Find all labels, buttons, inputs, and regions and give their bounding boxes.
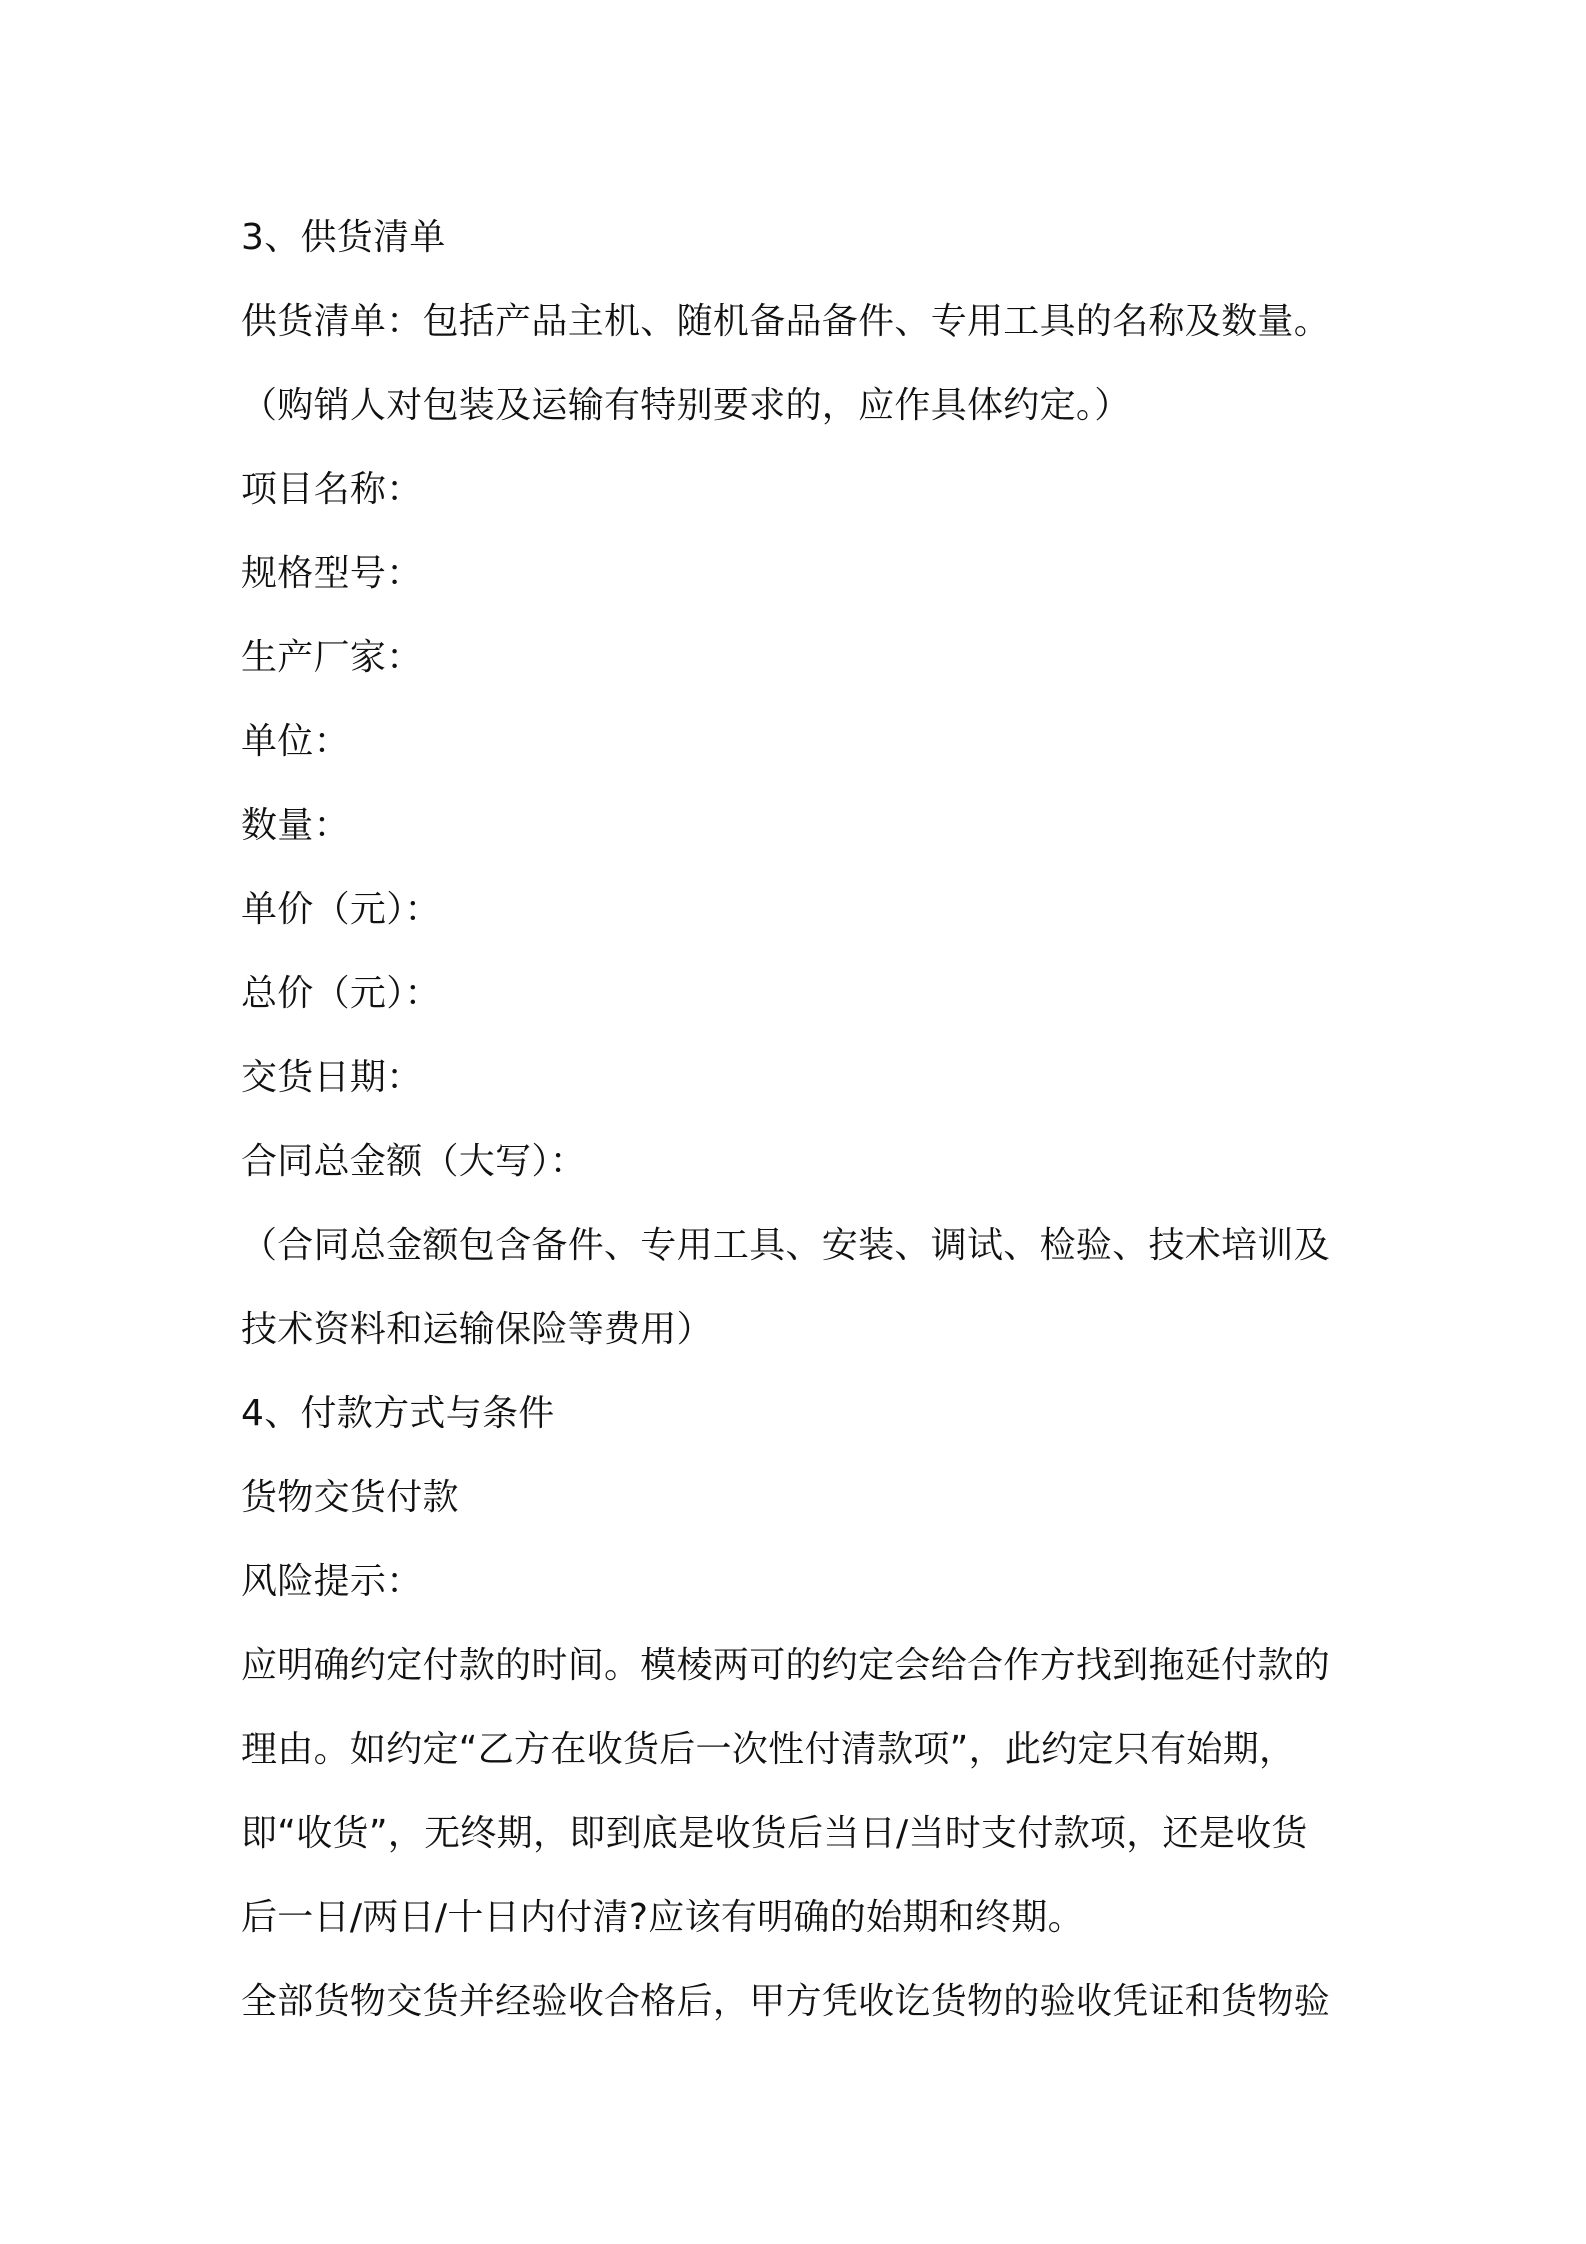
paragraph-line: 全部货物交货并经验收合格后，甲方凭收讫货物的验收凭证和货物验 xyxy=(241,1981,1331,2022)
section-heading-supply-list: 3、供货清单 xyxy=(241,217,446,258)
field-label-delivery-date: 交货日期： xyxy=(241,1057,423,1098)
paragraph-line: 理由。如约定“乙方在收货后一次性付清款项”，此约定只有始期， xyxy=(241,1729,1296,1770)
field-label-unit-price: 单价（元）： xyxy=(241,889,441,930)
field-label-quantity: 数量： xyxy=(241,805,350,846)
paragraph-line: 供货清单：包括产品主机、随机备品备件、专用工具的名称及数量。 xyxy=(241,301,1331,342)
risk-notice-label: 风险提示： xyxy=(241,1561,423,1602)
paragraph-line: 技术资料和运输保险等费用） xyxy=(241,1309,713,1350)
document-body xyxy=(241,196,1361,2044)
paragraph-line: 即“收货”，无终期，即到底是收货后当日/当时支付款项，还是收货 xyxy=(241,1813,1308,1854)
field-label-project-name: 项目名称： xyxy=(241,469,423,510)
field-label-manufacturer: 生产厂家： xyxy=(241,637,423,678)
paragraph-line: 应明确约定付款的时间。模棱两可的约定会给合作方找到拖延付款的 xyxy=(241,1645,1331,1686)
paragraph-line: （购销人对包装及运输有特别要求的，应作具体约定。） xyxy=(241,385,1131,426)
field-label-spec-model: 规格型号： xyxy=(241,553,423,594)
paragraph-line: 后一日/两日/十日内付清?应该有明确的始期和终期。 xyxy=(241,1897,1084,1938)
field-label-contract-total: 合同总金额（大写）： xyxy=(241,1141,587,1182)
paragraph-line: 货物交货付款 xyxy=(241,1477,459,1518)
section-heading-payment: 4、付款方式与条件 xyxy=(241,1393,555,1434)
field-label-unit: 单位： xyxy=(241,721,350,762)
field-label-total-price: 总价（元）： xyxy=(241,973,441,1014)
paragraph-line: （合同总金额包含备件、专用工具、安装、调试、检验、技术培训及 xyxy=(241,1225,1331,1266)
